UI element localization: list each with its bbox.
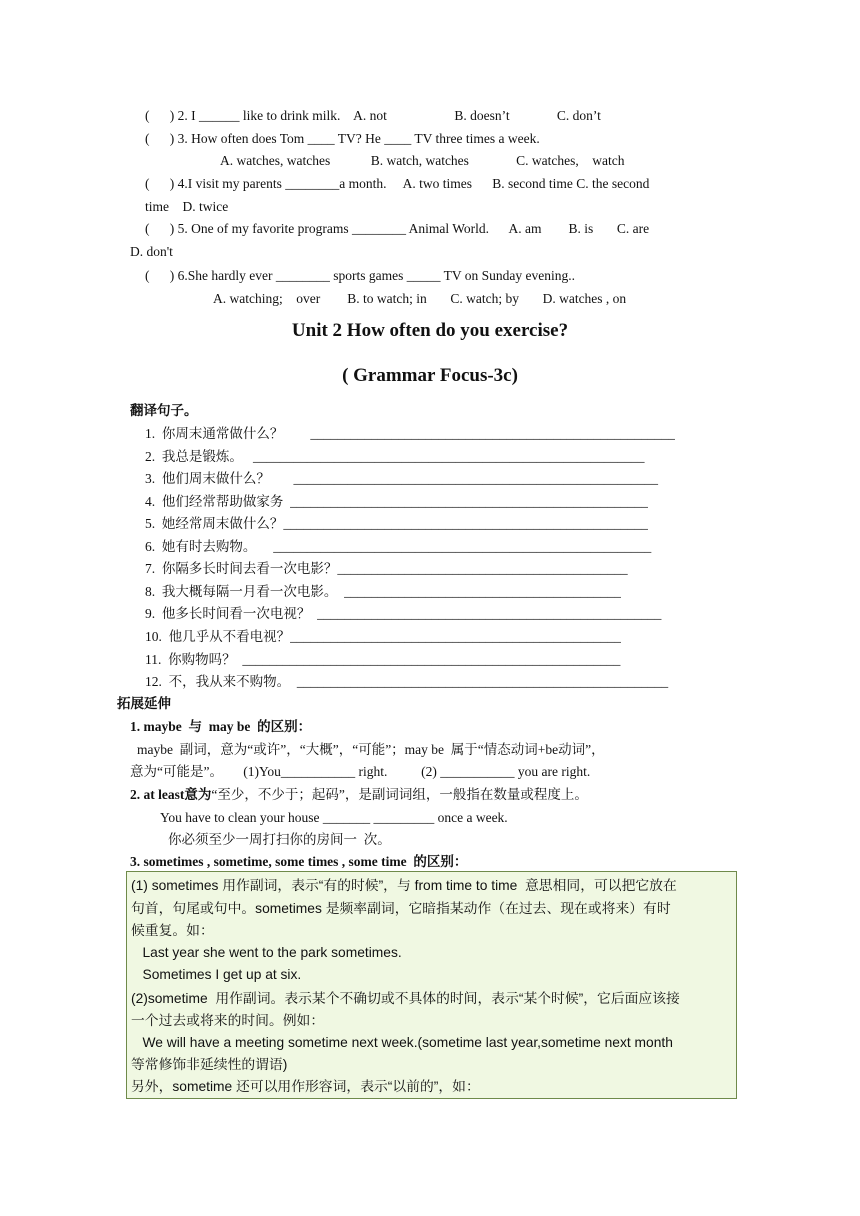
note-line: 等常修饰非延续性的谓语): [131, 1057, 288, 1072]
note-line: We will have a meeting sometime next week.(sometime last year,sometime next month: [131, 1035, 673, 1050]
question-3-options: A. watches, watches B. watch, watches C. watches, watch: [220, 153, 625, 168]
translate-item: 9. 他多长时间看一次电视？ ___________________________________________________: [145, 606, 662, 621]
extension-heading: 拓展延伸: [117, 696, 171, 711]
point3-heading: 3. sometimes , sometime, some times , some time 的区别：: [130, 854, 468, 869]
question-5-continued: D. don't: [130, 244, 173, 259]
note-line: 另外，sometime 还可以用作形容词，表示“以前的”，如：: [131, 1079, 480, 1094]
translate-item: 4. 他们经常帮助做家务 _____________________________________________________: [145, 494, 648, 509]
point1-heading: 1. maybe 与 may be 的区别：: [130, 719, 312, 734]
translate-item: 12. 不，我从来不购物。 _______________________________________________________: [145, 674, 669, 689]
note-line: 一个过去或将来的时间。例如：: [131, 1013, 325, 1028]
note-line: (2)sometime 用作副词。表示某个不确切或不具体的时间，表示“某个时候”，它后面应该接: [131, 991, 680, 1006]
unit-subtitle: ( Grammar Focus-3c): [342, 365, 518, 386]
translate-item: 10. 他几乎从不看电视？_________________________________________________: [145, 629, 621, 644]
point1-line1: maybe 副词，意为“或许”，“大概”，“可能”；may be 属于“情态动词+be动词”，: [137, 742, 605, 757]
translate-heading: 翻译句子。: [130, 403, 198, 418]
question-4-continued: time D. twice: [145, 199, 229, 214]
point2-heading: [130, 786, 588, 804]
point2-translation: 你必须至少一周打扫你的房间一 次。: [168, 832, 391, 847]
question-6-options: A. watching; over B. to watch; in C. watch; by D. watches , on: [213, 291, 627, 306]
translate-item: 1. 你周末通常做什么？ ______________________________________________________: [145, 426, 675, 441]
point2-example: You have to clean your house _______ _________ once a week.: [160, 810, 508, 825]
note-box: [126, 871, 737, 1099]
translate-item: 3. 他们周末做什么？ ______________________________________________________: [145, 471, 658, 486]
translate-item: 11. 你购物吗？ ________________________________________________________: [145, 652, 621, 667]
point2-heading-term: 2. at least意为: [130, 787, 212, 802]
translate-item: 8. 我大概每隔一月看一次电影。 _________________________________________: [145, 584, 621, 599]
question-2: ( ) 2. I ______ like to drink milk. A. not B. doesn’t C. don’t: [145, 108, 601, 123]
note-line: Sometimes I get up at six.: [131, 967, 302, 982]
point1-line2: 意为“可能是”。 (1)You___________ right. (2) ___________ you are right.: [130, 764, 591, 779]
translate-item: 7. 你隔多长时间去看一次电影？___________________________________________: [145, 561, 628, 576]
question-6: ( ) 6.She hardly ever ________ sports games _____ TV on Sunday evening..: [145, 268, 575, 283]
question-3: ( ) 3. How often does Tom ____ TV? He ____ TV three times a week.: [145, 131, 540, 146]
note-line: Last year she went to the park sometimes.: [131, 945, 402, 960]
translate-item: 2. 我总是锻炼。 __________________________________________________________: [145, 449, 645, 464]
unit-title: Unit 2 How often do you exercise?: [291, 320, 569, 341]
note-line: 候重复。如：: [131, 923, 214, 938]
question-4: ( ) 4.I visit my parents ________a month. A. two times B. second time C. the second: [145, 176, 650, 191]
note-line: 句首，句尾或句中。sometimes 是频率副词，它暗指某动作（在过去、现在或将来）有时: [131, 901, 671, 916]
note-line: (1) sometimes 用作副词，表示“有的时候”，与 from time to time 意思相同，可以把它放在: [131, 878, 677, 893]
question-5: ( ) 5. One of my favorite programs ________ Animal World. A. am B. is C. are: [145, 221, 650, 236]
translate-item: 5. 她经常周末做什么？______________________________________________________: [145, 516, 648, 531]
translate-item: 6. 她有时去购物。 ________________________________________________________: [145, 539, 652, 554]
point2-heading-definition: “至少，不少于；起码”，是副词词组，一般指在数量或程度上。: [211, 787, 588, 802]
